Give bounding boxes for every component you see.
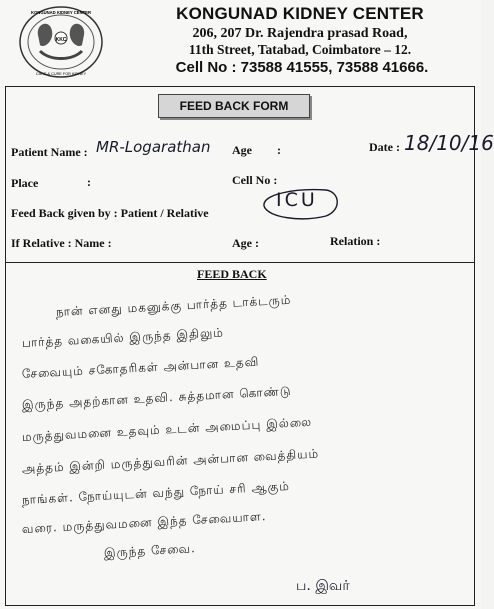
signature: ப. இவர் [296,578,350,594]
feedback-line: இருந்த சேவை. [103,541,197,560]
feedback-line: சேவையும் சகோதரிகள் அன்பான உதவி [21,354,260,381]
date-label: Date : [369,140,400,154]
feedback-title: FEED BACK [197,267,267,281]
kkc-logo [18,5,104,79]
feedback-line: மருத்துவமனை உதவும் உடன் அமைப்பு இல்லை [21,414,313,444]
date-value: 18/10/16 [404,131,494,155]
relative-age-label: Age : [232,236,259,250]
feedback-line: நான் எனது மகனுக்கு பார்த்த டாக்டரும் [55,292,292,319]
place-label: Place [11,176,39,190]
logo-bottom-text: CARE & CURE FOR KIDNEY [35,72,87,76]
form-title: FEED BACK FORM [158,94,310,118]
if-relative-name-label: If Relative : Name : [11,236,112,250]
place-colon: : [87,175,91,189]
feedback-given-by-label: Feed Back given by : Patient / Relative [11,206,209,220]
feedback-line: அத்தம் இன்றி மருத்துவரின் அன்பான வைத்தியம் [21,446,320,476]
address-line-2: 11th Street, Tatabad, Coimbatore – 12. [188,42,412,57]
ward-value: ICU [276,189,318,211]
logo-initials: KKC [55,37,67,43]
patient-name-value: MR-Logarathan [96,138,211,156]
age-colon: : [277,143,281,157]
cell-numbers: Cell No : 73588 41555, 73588 41666. [175,59,429,76]
age-label: Age [232,143,252,157]
patient-name-label: Patient Name : [11,145,88,159]
feedback-line: நாங்கள். நோய்யுடன் வந்து நோய் சரி ஆகும் [21,478,291,507]
section-divider [5,262,475,263]
relation-label: Relation : [330,234,381,248]
address-line-1: 206, 207 Dr. Rajendra prasad Road, [192,26,408,41]
feedback-line: வரை. மருத்துவமனை இந்த சேவையாள. [21,509,267,536]
feedback-line: பார்த்த வகையில் இருந்த இதிலும் [21,325,225,350]
center-name: KONGUNAD KIDNEY CENTER [176,4,424,23]
cell-no-label: Cell No : [232,173,278,187]
feedback-line: இருந்த அதற்கான உதவி. சுத்தமான கொண்டு [21,383,292,412]
logo-top-text: KONGUNAD KIDNEY CENTER [31,10,91,15]
